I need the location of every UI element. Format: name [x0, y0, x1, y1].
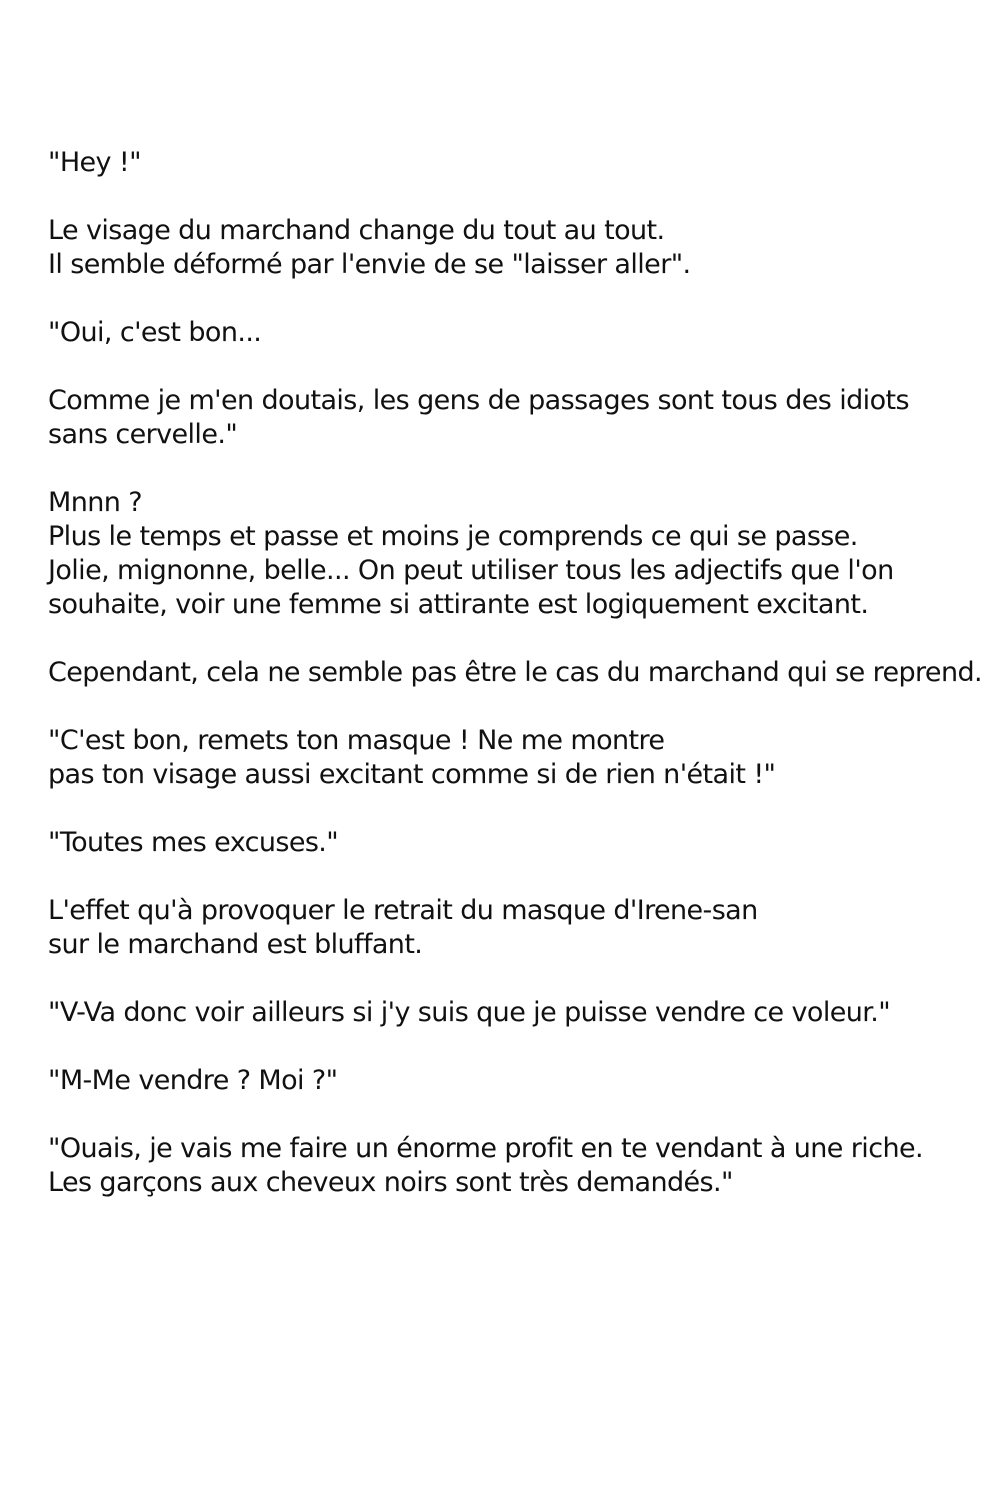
- text-line: sans cervelle.": [48, 419, 238, 450]
- text-line: Comme je m'en doutais, les gens de passages sont tous des idiots: [48, 385, 909, 416]
- text-line: Les garçons aux cheveux noirs sont très demandés.": [48, 1167, 733, 1198]
- text-line: souhaite, voir une femme si attirante est logiquement excitant.: [48, 589, 869, 620]
- paragraph: [48, 486, 978, 622]
- paragraph: [48, 894, 978, 962]
- text-line: L'effet qu'à provoquer le retrait du masque d'Irene-san: [48, 895, 758, 926]
- text-line: Il semble déformé par l'envie de se "laisser aller".: [48, 249, 691, 280]
- text-line: pas ton visage aussi excitant comme si de rien n'était !": [48, 759, 776, 790]
- paragraph: [48, 1132, 978, 1200]
- text-line: "Toutes mes excuses.": [48, 827, 339, 858]
- text-line: sur le marchand est bluffant.: [48, 929, 423, 960]
- paragraph: [48, 146, 978, 180]
- paragraph: [48, 384, 978, 452]
- paragraph: [48, 316, 978, 350]
- text-line: Plus le temps et passe et moins je comprends ce qui se passe.: [48, 521, 858, 552]
- text-line: "V-Va donc voir ailleurs si j'y suis que je puisse vendre ce voleur.": [48, 997, 891, 1028]
- paragraph: [48, 214, 978, 282]
- text-body: [48, 146, 982, 1234]
- paragraph: [48, 996, 978, 1030]
- text-line: Mnnn ?: [48, 487, 142, 518]
- text-line: "M-Me vendre ? Moi ?": [48, 1065, 338, 1096]
- text-line: "Oui, c'est bon...: [48, 317, 262, 348]
- text-line: "Hey !": [48, 147, 141, 178]
- paragraph: [48, 826, 978, 860]
- text-line: Cependant, cela ne semble pas être le cas du marchand qui se reprend.: [48, 657, 982, 688]
- paragraph: [48, 656, 982, 690]
- text-line: "Ouais, je vais me faire un énorme profit en te vendant à une riche.: [48, 1133, 923, 1164]
- paragraph: [48, 724, 978, 792]
- text-line: Le visage du marchand change du tout au tout.: [48, 215, 665, 246]
- text-line: Jolie, mignonne, belle... On peut utiliser tous les adjectifs que l'on: [48, 555, 894, 586]
- text-line: "C'est bon, remets ton masque ! Ne me montre: [48, 725, 665, 756]
- paragraph: [48, 1064, 978, 1098]
